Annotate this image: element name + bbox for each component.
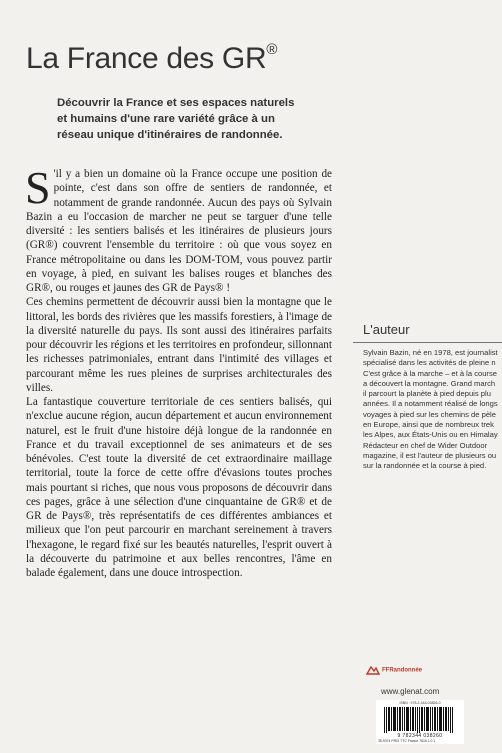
author-bio-line: il parcourt la planète à pied depuis plu bbox=[363, 389, 491, 399]
author-divider bbox=[353, 342, 502, 343]
author-bio-line: voyages à pied sur les chemins de pèle bbox=[363, 409, 496, 419]
subtitle-line: réseau unique d'itinéraires de randonnée. bbox=[57, 129, 283, 141]
isbn-text: ISBN : 978-2-344-03826-0 bbox=[399, 701, 441, 705]
author-bio-line: C'est grâce à la marche – et à la course bbox=[363, 368, 497, 378]
price-code: 35-9374 PRIX TTC France 7816 1 0 1 bbox=[378, 739, 436, 743]
author-bio-line: magazine, il est l'auteur de plusieurs ou bbox=[363, 450, 497, 460]
body-text bbox=[25, 162, 332, 580]
author-bio-line: en Europe, ainsi que de nombreux trek bbox=[363, 420, 494, 430]
paragraph-3: La fantastique couverture territoriale de ces sentiers balisés, qui n'exclue aucune région, aucun département et aucun environnement naturel, est le fruit d'une histoire déjà longue de la randonnée en France et du travail exceptionnel de ses animateurs et de ses bénévoles. C'est toute la diversité de cet extraordinaire maillage territorial, toute la force de cette offre d'évasions toutes proches mais pourtant si riches, que nous vous proposons de découvrir dans ces pages, grâce à une sélection d'une cinquantaine de GR® et de GR de Pays®, très représentatifs de ces différentes ambiances et milieux que l'on peut parcourir en marchant sereinement à travers l'hexagone, le regard fixé sur les beautés naturelles, l'esprit ouvert à la découverte du patrimoine et aux belles rencontres, l'âme en balade également, dans une douce introspection. bbox=[26, 396, 332, 579]
author-bio-line: sur la randonnée et la course à pied. bbox=[363, 461, 487, 471]
logo-text: FFRandonnée bbox=[382, 667, 422, 674]
subtitle-line: et humains d'une rare variété grâce à un bbox=[57, 113, 275, 125]
paragraph-2: Ces chemins permettent de découvrir aussi bien la montagne que le littoral, les bords des rivières que les massifs forestiers, à l'image de la diversité naturelle du pays. Ils sont aussi des itinéraires parfaits pour découvrir les régions et les territoires en profondeur, sillonnant les richesses patrimoniales, entrant dans l'intimité des villages et parcourant même les rues pleines de surprises architecturales des villes. bbox=[26, 296, 332, 394]
author-bio bbox=[363, 348, 502, 528]
paragraph-1-text: 'il y a bien un domaine où la France occupe une position de pointe, c'est dans son offre de sentiers de randonnée, et notamment de grande randonnée. Aucun des pays où Sylvain Bazin a eu l'occasion de marcher ne peut se targuer d'une telle diversité : les sentiers balisés et les itinéraires de plusieurs jours (GR®) couvrent l'ensemble du territoire : où que vous soyez en France métropolitaine ou dans les DOM-TOM, vous pouvez partir en voyage, à pied, en suivant les balises rouges et blanches des GR®, ou rouges et jaunes des GR de Pays® ! bbox=[26, 168, 332, 294]
ffrandonnee-logo bbox=[366, 664, 456, 678]
title-registered-mark: ® bbox=[266, 41, 278, 58]
barcode-number: 9 782344 038260 bbox=[397, 733, 443, 739]
walker-icon bbox=[366, 664, 380, 676]
subtitle bbox=[57, 95, 477, 143]
publisher-website: www.glenat.com bbox=[381, 687, 440, 696]
subtitle-line: Découvrir la France et ses espaces naturels bbox=[57, 97, 295, 109]
author-bio-line: Rédacteur en chef de Wider Outdoor bbox=[363, 440, 488, 450]
drop-cap: S bbox=[25, 162, 51, 213]
author-bio-line: Sylvain Bazin, né en 1978, est journalist bbox=[363, 348, 498, 357]
author-bio-line: spécialisé dans les activités de pleine n bbox=[363, 358, 496, 368]
page-title bbox=[26, 42, 486, 76]
author-bio-line: les Alpes, aux États-Unis ou en Himalay bbox=[363, 430, 498, 440]
author-bio-line: a découvert la montagne. Grand march bbox=[363, 378, 496, 388]
author-bio-line: années. Il a notamment réalisé de longs bbox=[363, 399, 498, 409]
title-text: La France des GR bbox=[26, 42, 267, 75]
barcode bbox=[376, 700, 464, 744]
paragraph-1 bbox=[25, 162, 332, 295]
author-heading: L'auteur bbox=[363, 322, 410, 337]
